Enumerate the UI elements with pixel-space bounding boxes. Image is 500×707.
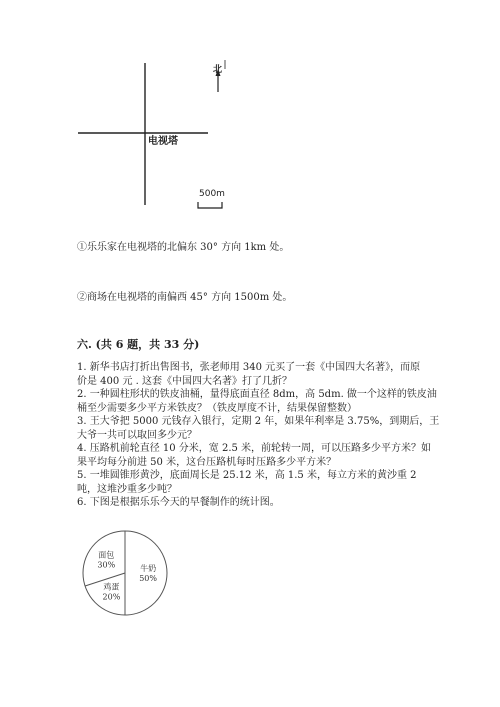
q4-line2: 果平均每分前进 50 米，这台压路机每时压路多少平方米？ (77, 456, 337, 468)
north-label: 北 (213, 65, 223, 75)
question-list (77, 361, 439, 510)
q1-line2: 价是 400 元 . 这套《中国四大名著》打了几折？ (77, 375, 292, 387)
q2-line2: 桶至少需要多少平方米铁皮？（铁皮厚度不计，结果保留整数） (77, 402, 357, 414)
pie-slice-percent: 50% (139, 574, 157, 583)
breakfast-pie-chart (80, 528, 170, 618)
center-label: 电视塔 (148, 136, 178, 147)
q1-line1: 1. 新华书店打折出售图书，张老师用 340 元买了一套《中国四大名著》，而原 (77, 362, 421, 373)
pie-slice-percent: 30% (97, 560, 116, 570)
q3-line1: 3. 王大爷把 5000 元钱存入银行，定期 2 年，如果年利率是 3.75%，到期后，王 (77, 416, 440, 427)
q4-line1: 4. 压路机前轮直径 10 分米，宽 2.5 米，前轮转一周，可以压路多少平方米？如 (77, 443, 432, 454)
pie-slice-name: 牛奶 (140, 564, 157, 573)
q2-line1: 2. 一种圆柱形状的铁皮油桶，量得底面直径 8dm，高 5dm. 做一个这样的铁皮油 (77, 389, 437, 400)
scale-label: 500m (199, 189, 225, 199)
q5-line2: 吨，这堆沙重多少吨？ (77, 483, 177, 495)
q3-line2: 大爷一共可以取回多少元？ (77, 429, 197, 441)
pie-slice-name: 鸡蛋 (103, 582, 120, 592)
map-question-2: ②商场在电视塔的南偏西 45° 方向 1500m 处。 (77, 292, 293, 303)
pie-slice-name: 面包 (98, 550, 115, 560)
map-question-1: ①乐乐家在电视塔的北偏东 30° 方向 1km 处。 (77, 242, 290, 253)
q5-line1: 5. 一堆圆锥形黄沙，底面周长是 25.12 米，高 1.5 米，每立方米的黄沙重 2 (77, 470, 417, 481)
q6-line1: 6. 下图是根据乐乐今天的早餐制作的统计图。 (77, 497, 280, 508)
section-title: 六. (共 6 题，共 33 分) (77, 338, 200, 351)
pie-slice-percent: 20% (102, 592, 121, 602)
scale-bar (198, 202, 222, 208)
